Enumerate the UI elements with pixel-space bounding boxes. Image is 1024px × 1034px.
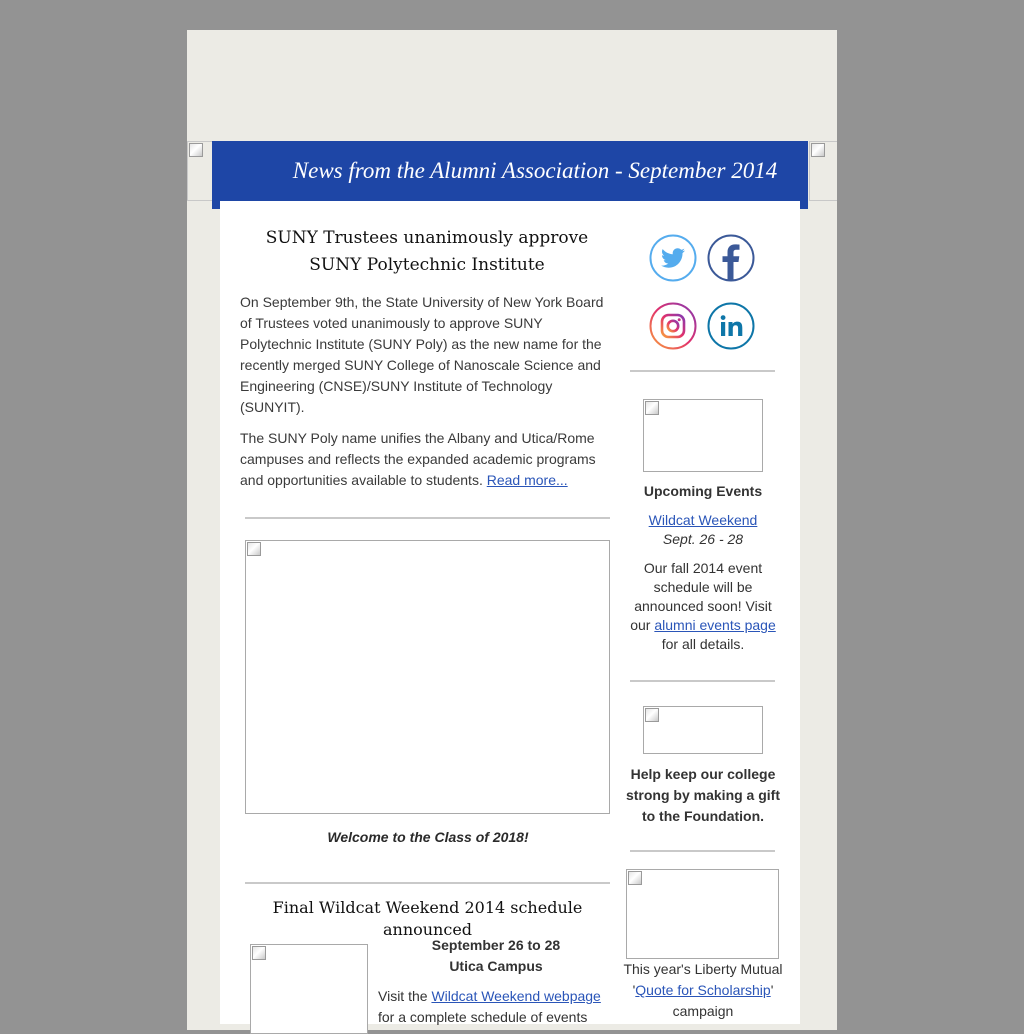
alumni-events-link[interactable]: alumni events page: [654, 617, 776, 633]
instagram-icon[interactable]: [649, 302, 697, 350]
twitter-icon[interactable]: [649, 234, 697, 282]
facebook-icon[interactable]: [707, 234, 755, 282]
schedule-visit-suffix: for a complete schedule of events: [378, 1009, 588, 1025]
article-paragraph-1: On September 9th, the State University of New York Board of Trustees voted unanimously to approve SUNY Polytechnic Institute (SUNY Poly) as the new name for the recently merged SUNY College of Nanoscale Science and Engineering (CNSE)/SUNY Institute of Technology (SUNYIT).: [240, 294, 604, 415]
schedule-info: [412, 935, 580, 977]
sidebar-divider: [630, 370, 775, 372]
header-banner: [212, 141, 808, 209]
linkedin-icon[interactable]: [707, 302, 755, 350]
sidebar-divider: [630, 850, 775, 852]
foundation-image: [643, 706, 763, 754]
banner-left-image: [187, 141, 212, 201]
schedule-visit-prefix: Visit the: [378, 988, 432, 1004]
event-entry: [622, 511, 784, 530]
schedule-date: September 26 to 28: [431, 937, 561, 953]
scholarship-prefix: This year's Liberty Mutual ': [623, 961, 783, 998]
events-text-prefix: Our fall 2014 event schedule will be announced soon! Visit our: [630, 560, 772, 633]
events-image: [643, 399, 763, 472]
photo-caption: Welcome to the Class of 2018!: [327, 829, 529, 845]
class-photo: [245, 540, 610, 814]
event-dates: Sept. 26 - 28: [662, 531, 744, 547]
divider: [245, 517, 610, 519]
wildcat-weekend-image: [250, 944, 368, 1034]
article-paragraph-2-text: The SUNY Poly name unifies the Albany and Utica/Rome campuses and reflects the expanded academic programs and opportunities available to students.: [240, 430, 596, 488]
sidebar-divider: [630, 680, 775, 682]
divider: [245, 882, 610, 884]
schedule-location: Utica Campus: [449, 958, 543, 974]
scholarship-text: [622, 959, 784, 1022]
newsletter-title: News from the Alumni Association - September 2014: [292, 158, 778, 183]
scholarship-suffix: ' campaign: [672, 982, 774, 1019]
schedule-text: [378, 986, 616, 1028]
events-text-suffix: for all details.: [661, 636, 745, 652]
giving-text: Help keep our college strong by making a gift to the Foundation.: [625, 766, 780, 824]
wildcat-weekend-link[interactable]: Wildcat Weekend webpage: [431, 988, 601, 1004]
headline-line-2: SUNY Polytechnic Institute: [309, 255, 545, 275]
read-more-link[interactable]: Read more...: [486, 472, 568, 488]
article-paragraph-2: [240, 428, 615, 491]
article-headline: [240, 225, 614, 279]
headline-line-1: SUNY Trustees unanimously approve: [265, 228, 589, 248]
scholarship-image: [626, 869, 779, 959]
events-description: [626, 559, 780, 654]
article2-headline: Final Wildcat Weekend 2014 schedule announced: [272, 898, 583, 939]
upcoming-events-heading: Upcoming Events: [643, 483, 763, 499]
wildcat-weekend-event-link[interactable]: Wildcat Weekend: [648, 512, 758, 528]
banner-right-image: [809, 141, 837, 201]
quote-for-scholarship-link[interactable]: Quote for Scholarship: [635, 982, 771, 998]
